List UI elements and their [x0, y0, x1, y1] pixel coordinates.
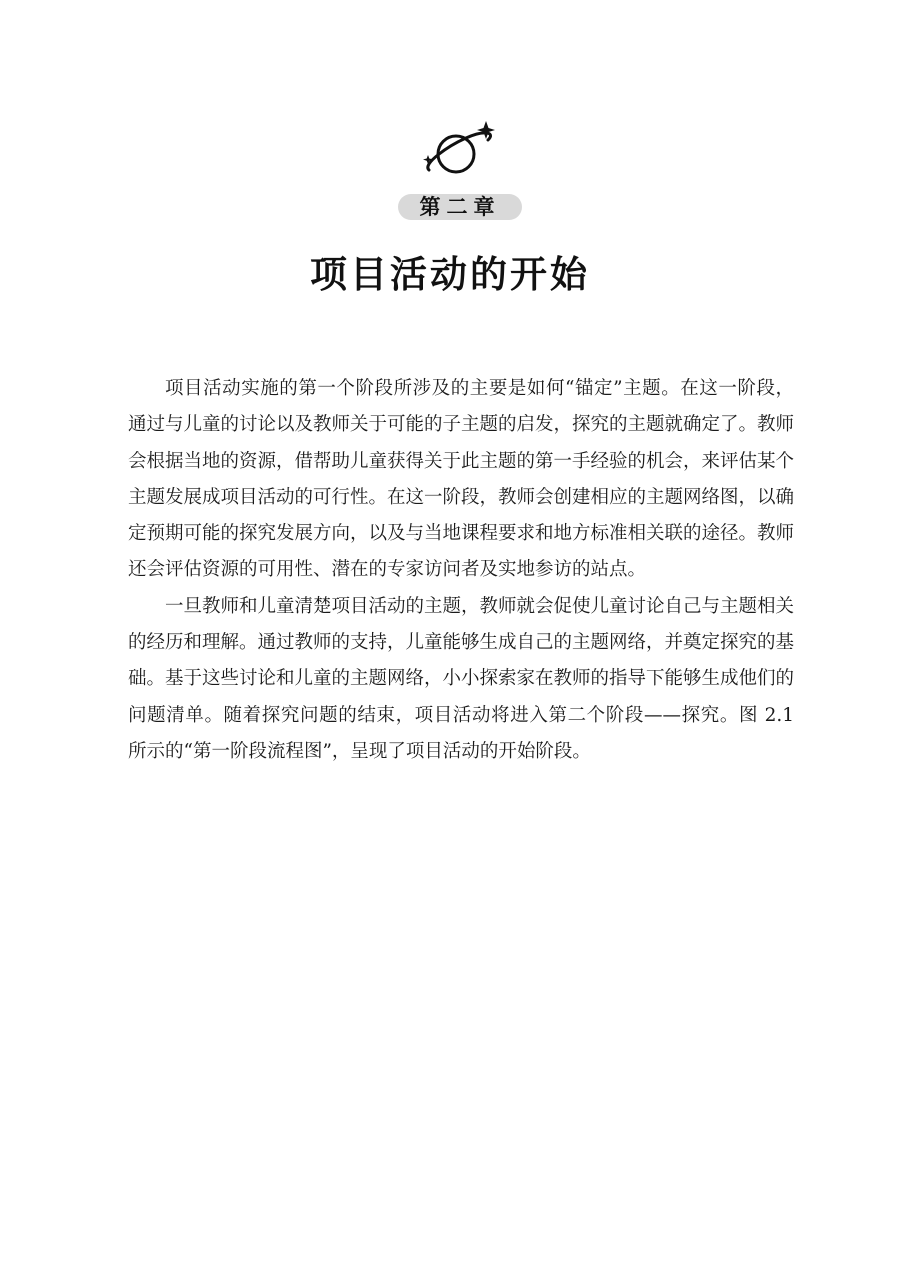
- chapter-number-badge: 第二章: [398, 194, 522, 220]
- planet-icon: [418, 118, 498, 182]
- chapter-title: 项目活动的开始: [310, 253, 590, 296]
- paragraph: 一旦教师和儿童清楚项目活动的主题，教师就会促使儿童讨论自己与主题相关的经历和理解。通过教师的支持，儿童能够生成自己的主题网络，并奠定探究的基础。基于这些讨论和儿童的主题网络，小小探索家在教师的指导下能够生成他们的问题清单。随着探究问题的结束，项目活动将进入第二个阶段——探究。图 2.1 所示的“第一阶段流程图”，呈现了项目活动的开始阶段。: [128, 595, 795, 762]
- sparkle-large-icon: [477, 121, 495, 139]
- paragraph: 项目活动实施的第一个阶段所涉及的主要是如何“锚定”主题。在这一阶段，通过与儿童的讨论以及教师关于可能的子主题的启发，探究的主题就确定了。教师会根据当地的资源，借帮助儿童获得关于此主题的第一手经验的机会，来评估某个主题发展成项目活动的可行性。在这一阶段，教师会创建相应的主题网络图，以确定预期可能的探究发展方向，以及与当地课程要求和地方标准相关联的途径。教师还会评估资源的可用性、潜在的专家访问者及实地参访的站点。: [128, 378, 795, 581]
- body-text: [128, 371, 794, 770]
